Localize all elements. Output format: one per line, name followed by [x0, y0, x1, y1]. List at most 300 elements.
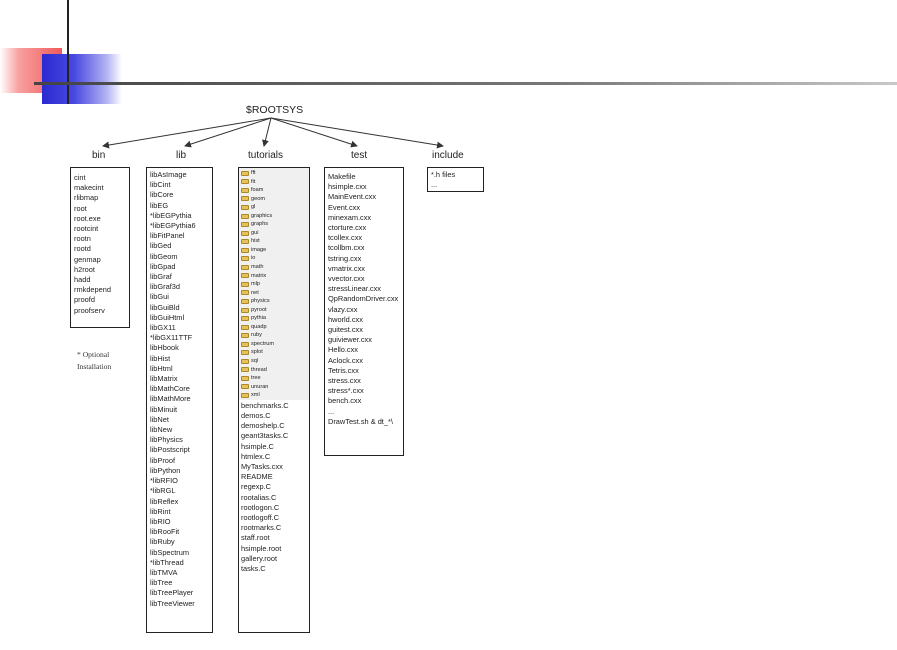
- lib-file-item: [150, 180, 212, 190]
- test-file-item-label: tcollbm.cxx: [328, 243, 365, 253]
- folder-icon: [241, 265, 249, 270]
- lib-file-item-label: libGeom: [150, 251, 178, 261]
- tutorials-file-item-label: staff.root: [241, 533, 270, 543]
- tutorials-file-item-label: demos.C: [241, 410, 271, 420]
- tutorials-file-item: [241, 533, 307, 543]
- test-file-item-label: Event.cxx: [328, 202, 361, 212]
- bin-file-item: [74, 265, 129, 275]
- bin-file-item-label: genmap: [74, 254, 101, 264]
- lib-file-item: [150, 323, 212, 333]
- lib-file-item-label: libProof: [150, 455, 176, 465]
- footnote-line: * Optional: [77, 350, 110, 359]
- tutorials-file-item: [241, 544, 307, 554]
- lib-file-item-label: libAsImage: [150, 170, 187, 179]
- tutorials-folder-item: [241, 246, 307, 255]
- lib-file-item-label: libEG: [150, 200, 169, 210]
- lib-file-item-label: libGuiBld: [150, 302, 180, 312]
- test-file-item: [328, 366, 403, 376]
- lib-file-item: [150, 415, 212, 425]
- test-file-item-label: ...: [328, 406, 335, 416]
- lib-file-item-label: libGpad: [150, 261, 176, 271]
- tutorials-file-item: [241, 442, 307, 452]
- test-file-item-label: guitest.cxx: [328, 325, 363, 335]
- test-file-item: [328, 243, 403, 253]
- lib-file-item-label: libFitPanel: [150, 231, 185, 241]
- folder-icon: [241, 256, 249, 261]
- folder-icon: [241, 384, 249, 389]
- test-file-item-label: ctorture.cxx: [328, 223, 367, 233]
- tutorials-file-item: [241, 523, 307, 533]
- bin-file-item-label: proofd: [74, 295, 95, 305]
- lib-file-item-label: libGraf: [150, 272, 172, 282]
- test-file-item-label: bench.cxx: [328, 396, 362, 406]
- bin-file-item: [74, 183, 129, 193]
- bin-file-item-label: rootn: [74, 234, 91, 244]
- test-file-item-label: stress.cxx: [328, 376, 361, 386]
- lib-file-item-label: *libEGPythia: [150, 210, 192, 220]
- tutorials-file-item: [241, 431, 307, 441]
- folder-icon: [241, 214, 249, 219]
- test-file-list: [328, 172, 403, 427]
- tutorials-file-item-label: rootmarks.C: [241, 523, 282, 533]
- test-file-item-label: Aclock.cxx: [328, 355, 363, 365]
- bin-file-item: [74, 224, 129, 234]
- tutorials-folder-item-label: quadp: [251, 323, 267, 330]
- tutorials-folder-item: [241, 212, 307, 221]
- test-box: [324, 167, 404, 456]
- include-box: [427, 167, 484, 192]
- tutorials-file-item: [241, 452, 307, 462]
- test-file-item-label: hworld.cxx: [328, 314, 363, 324]
- lib-file-list: [150, 170, 212, 609]
- lib-file-item-label: libTreePlayer: [150, 588, 194, 598]
- lib-file-item-label: libTree: [150, 578, 173, 588]
- tutorials-folder-item: [241, 383, 307, 392]
- lib-file-item-label: *libEGPythia6: [150, 221, 196, 231]
- test-file-item: [328, 407, 403, 417]
- tutorials-folder-item-label: physics: [251, 298, 270, 305]
- lib-file-item: [150, 527, 212, 537]
- folder-icon: [241, 282, 249, 287]
- folder-icon: [241, 299, 249, 304]
- lib-file-item: [150, 211, 212, 221]
- lib-file-item: [150, 588, 212, 598]
- lib-file-item: [150, 384, 212, 394]
- test-file-item: [328, 264, 403, 274]
- tutorials-folder-item: [241, 178, 307, 187]
- dir-label-include: include: [432, 150, 464, 161]
- bin-file-item: [74, 306, 129, 316]
- lib-file-item-label: libHtml: [150, 363, 173, 373]
- tutorials-folder-item: [241, 306, 307, 315]
- lib-file-item-label: libGuiHtml: [150, 312, 185, 322]
- lib-file-item-label: *libRFIO: [150, 476, 178, 486]
- bin-file-item-label: rmkdepend: [74, 285, 111, 295]
- bin-file-item-label: rootd: [74, 244, 91, 254]
- folder-icon: [241, 342, 249, 347]
- lib-file-item: [150, 292, 212, 302]
- folder-icon: [241, 179, 249, 184]
- lib-file-item: [150, 578, 212, 588]
- bin-file-item-label: makecint: [74, 183, 104, 193]
- lib-file-item: [150, 272, 212, 282]
- lib-file-item: [150, 456, 212, 466]
- dir-label-bin: bin: [92, 150, 106, 161]
- test-file-item: [328, 325, 403, 335]
- arrow-to-bin: [103, 118, 271, 146]
- lib-file-item: [150, 221, 212, 231]
- tutorials-file-item-label: rootlogoff.C: [241, 513, 280, 522]
- tutorials-file-item: [241, 482, 307, 492]
- arrow-to-lib: [185, 118, 271, 146]
- lib-file-item: [150, 537, 212, 547]
- test-file-item: [328, 386, 403, 396]
- lib-file-item: [150, 231, 212, 241]
- lib-file-item-label: libReflex: [150, 496, 179, 506]
- test-file-item: [328, 294, 403, 304]
- lib-file-item: [150, 486, 212, 496]
- folder-icon: [241, 333, 249, 338]
- tutorials-file-item-label: hsimple.root: [241, 543, 282, 553]
- test-file-item-label: vlazy.cxx: [328, 304, 358, 314]
- tutorials-folder-item-label: net: [251, 289, 259, 296]
- bin-file-item: [74, 234, 129, 244]
- bin-file-list: [74, 173, 129, 316]
- folder-icon: [241, 359, 249, 364]
- tutorials-file-item-label: rootalias.C: [241, 492, 277, 502]
- tutorials-file-item: [241, 493, 307, 503]
- tutorials-folder-item-label: foam: [251, 187, 264, 194]
- tutorials-folder-item: [241, 237, 307, 246]
- folder-icon: [241, 188, 249, 193]
- tutorials-file-item-label: hsimple.C: [241, 441, 274, 451]
- lib-file-item-label: libGed: [150, 241, 172, 251]
- tutorials-folder-item-label: gl: [251, 204, 256, 211]
- test-file-item-label: hsimple.cxx: [328, 182, 367, 192]
- tutorials-folder-item: [241, 314, 307, 323]
- bin-file-item-label: rlibmap: [74, 193, 99, 203]
- lib-file-item: [150, 374, 212, 384]
- tutorials-folder-item-label: thread: [251, 366, 267, 373]
- folder-icon: [241, 290, 249, 295]
- test-file-item-label: tcollex.cxx: [328, 233, 363, 243]
- lib-file-item: [150, 507, 212, 517]
- lib-file-item-label: libTreeViewer: [150, 598, 195, 608]
- tutorials-folder-item: [241, 169, 307, 178]
- lib-file-item: [150, 333, 212, 343]
- bin-file-item: [74, 173, 129, 183]
- lib-file-item: [150, 548, 212, 558]
- test-file-item-label: DrawTest.sh & dt_*\: [328, 416, 393, 426]
- folder-icon: [241, 231, 249, 236]
- test-file-item: [328, 192, 403, 202]
- tutorials-folder-item: [241, 331, 307, 340]
- tutorials-folder-item-label: sql: [251, 358, 259, 365]
- tutorials-folder-item: [241, 289, 307, 298]
- footnote-line: Installation: [77, 362, 112, 371]
- test-file-item: [328, 396, 403, 406]
- bin-file-item-label: hadd: [74, 275, 91, 285]
- tutorials-file-item-label: gallery.root: [241, 553, 278, 563]
- folder-icon: [241, 350, 249, 355]
- lib-file-item-label: libGraf3d: [150, 282, 180, 292]
- tutorials-folder-item-label: fft: [251, 170, 256, 176]
- tutorials-file-item: [241, 564, 307, 574]
- test-file-item: [328, 223, 403, 233]
- tutorials-file-item: [241, 472, 307, 482]
- tutorials-file-item: [241, 554, 307, 564]
- lib-file-item: [150, 476, 212, 486]
- test-file-item: [328, 172, 403, 182]
- lib-file-item: [150, 599, 212, 609]
- lib-file-item-label: libPostscript: [150, 445, 190, 455]
- tutorials-file-item-label: demoshelp.C: [241, 421, 285, 431]
- test-file-item: [328, 284, 403, 294]
- lib-file-item-label: libCint: [150, 180, 171, 190]
- bin-file-item-label: h2root: [74, 264, 95, 274]
- tutorials-box: [238, 167, 310, 633]
- lib-file-item: [150, 405, 212, 415]
- tutorials-folder-item: [241, 186, 307, 195]
- test-file-item-label: QpRandomDriver.cxx: [328, 294, 399, 304]
- tutorials-folder-item: [241, 323, 307, 332]
- lib-file-item-label: libGui: [150, 292, 169, 302]
- lib-file-item-label: libNew: [150, 425, 173, 435]
- test-file-item-label: minexam.cxx: [328, 212, 372, 222]
- tutorials-file-item-label: MyTasks.cxx: [241, 461, 283, 471]
- tutorials-file-item: [241, 401, 307, 411]
- lib-file-item: [150, 517, 212, 527]
- tutorials-folder-item: [241, 366, 307, 375]
- tutorials-file-item-label: regexp.C: [241, 482, 271, 492]
- test-file-item-label: vvector.cxx: [328, 274, 365, 284]
- arrow-to-include: [271, 118, 443, 146]
- tutorials-folder-item-label: pyroot: [251, 306, 267, 313]
- tutorials-folder-item-label: graphics: [251, 212, 273, 219]
- tutorials-folder-item: [241, 357, 307, 366]
- lib-file-item: [150, 568, 212, 578]
- tutorials-folder-item: [241, 348, 307, 357]
- bin-file-item: [74, 275, 129, 285]
- tutorials-folder-item-label: io: [251, 255, 256, 262]
- tutorials-folder-item: [241, 374, 307, 383]
- folder-icon: [241, 222, 249, 227]
- lib-file-item: [150, 252, 212, 262]
- bin-file-item: [74, 193, 129, 203]
- arrow-to-tutorials: [264, 118, 271, 146]
- lib-file-item-label: libRIO: [150, 516, 171, 526]
- lib-file-item-label: libPython: [150, 465, 181, 475]
- test-file-item-label: Hello.cxx: [328, 345, 358, 355]
- include-file-item-label: ...: [431, 180, 438, 190]
- lib-file-item: [150, 558, 212, 568]
- lib-file-item: [150, 497, 212, 507]
- test-file-item: [328, 417, 403, 427]
- lib-file-item: [150, 201, 212, 211]
- tutorials-file-item: [241, 513, 307, 523]
- tutorials-folder-item-label: geom: [251, 195, 265, 202]
- bin-file-item-label: rootcint: [74, 224, 99, 234]
- root-label: $ROOTSYS: [246, 104, 304, 116]
- bin-file-item-label: root.exe: [74, 213, 101, 223]
- test-file-item-label: MainEvent.cxx: [328, 192, 377, 202]
- tutorials-folder-item: [241, 297, 307, 306]
- tutorials-folder-item-label: matrix: [251, 272, 267, 279]
- bin-file-item-label: root: [74, 203, 87, 213]
- include-file-item: [431, 170, 483, 180]
- folder-icon: [241, 367, 249, 372]
- include-file-item: [431, 180, 483, 190]
- lib-file-item-label: libRuby: [150, 537, 175, 547]
- test-file-item: [328, 182, 403, 192]
- tutorials-file-item-label: tasks.C: [241, 564, 266, 574]
- lib-file-item-label: libMatrix: [150, 374, 178, 384]
- tutorials-folder-item: [241, 391, 307, 400]
- tutorials-file-item: [241, 503, 307, 513]
- tutorials-file-item-label: README: [241, 472, 273, 482]
- test-file-item-label: tstring.cxx: [328, 253, 362, 263]
- lib-file-item-label: libCore: [150, 190, 174, 200]
- bin-file-item: [74, 204, 129, 214]
- tutorials-folder-item-label: xml: [251, 392, 260, 399]
- lib-file-item: [150, 354, 212, 364]
- lib-file-item: [150, 241, 212, 251]
- lib-file-item-label: libMathCore: [150, 384, 190, 394]
- bin-file-item: [74, 285, 129, 295]
- test-file-item: [328, 203, 403, 213]
- tutorials-file-item: [241, 462, 307, 472]
- lib-file-item-label: libHbook: [150, 343, 179, 353]
- lib-file-item: [150, 445, 212, 455]
- test-file-item: [328, 376, 403, 386]
- lib-file-item: [150, 170, 212, 180]
- folder-icon: [241, 376, 249, 381]
- folder-icon: [241, 171, 249, 176]
- tutorials-folder-item: [241, 195, 307, 204]
- tutorials-folder-item: [241, 229, 307, 238]
- lib-file-item-label: libHist: [150, 353, 171, 363]
- folder-icon: [241, 325, 249, 330]
- tutorials-folder-item-label: image: [251, 246, 267, 253]
- tutorials-file-item: [241, 421, 307, 431]
- dir-label-lib: lib: [176, 150, 187, 161]
- bin-file-item: [74, 295, 129, 305]
- tutorials-folder-item-label: pythia: [251, 315, 266, 322]
- optional-footnote: [77, 349, 111, 373]
- lib-file-item: [150, 190, 212, 200]
- tutorials-file-item-label: benchmarks.C: [241, 400, 289, 410]
- tutorials-folder-item-label: hist: [251, 238, 260, 245]
- dir-label-test: test: [351, 150, 368, 161]
- lib-file-item-label: libMinuit: [150, 404, 178, 414]
- folder-icon: [241, 308, 249, 313]
- tutorials-folder-item-label: gui: [251, 229, 259, 236]
- tutorials-folder-item-label: tree: [251, 375, 261, 382]
- test-file-item: [328, 213, 403, 223]
- tutorials-folder-item: [241, 220, 307, 229]
- lib-file-item: [150, 364, 212, 374]
- test-file-item-label: stress*.cxx: [328, 386, 364, 396]
- test-file-item: [328, 233, 403, 243]
- tutorials-folder-item: [241, 280, 307, 289]
- folder-icon: [241, 239, 249, 244]
- test-file-item-label: stressLinear.cxx: [328, 284, 381, 294]
- test-file-item: [328, 305, 403, 315]
- folder-icon: [241, 248, 249, 253]
- folder-icon: [241, 273, 249, 278]
- include-file-item-label: *.h files: [431, 170, 456, 179]
- lib-file-item-label: libRooFit: [150, 527, 180, 537]
- lib-file-item: [150, 313, 212, 323]
- tutorials-folder-item-label: math: [251, 264, 264, 271]
- arrow-to-test: [271, 118, 357, 146]
- tutorials-folder-item-label: mlp: [251, 281, 261, 288]
- lib-file-item-label: *libRGL: [150, 486, 176, 496]
- test-file-item: [328, 335, 403, 345]
- bin-file-item: [74, 255, 129, 265]
- lib-file-item: [150, 303, 212, 313]
- test-file-item: [328, 254, 403, 264]
- tutorials-folder-item-label: unuran: [251, 383, 269, 390]
- test-file-item-label: Makefile: [328, 172, 356, 181]
- tutorials-file-item-label: htmlex.C: [241, 451, 271, 461]
- folder-icon: [241, 205, 249, 210]
- test-file-item: [328, 356, 403, 366]
- lib-file-item: [150, 425, 212, 435]
- test-file-item: [328, 315, 403, 325]
- lib-file-item: [150, 282, 212, 292]
- tutorials-file-item-label: geant3tasks.C: [241, 431, 289, 441]
- bin-box: [70, 167, 130, 328]
- lib-file-item: [150, 262, 212, 272]
- tutorials-folder-item: [241, 272, 307, 281]
- test-file-item: [328, 345, 403, 355]
- tutorials-folder-item: [241, 254, 307, 263]
- lib-file-item-label: libTMVA: [150, 567, 178, 577]
- tutorials-folder-item-label: fit: [251, 178, 256, 185]
- lib-file-item: [150, 466, 212, 476]
- tutorials-folder-item-label: ruby: [251, 332, 262, 339]
- tutorials-file-list: [239, 400, 309, 575]
- lib-file-item: [150, 394, 212, 404]
- dir-label-tutorials: tutorials: [248, 150, 284, 161]
- folder-icon: [241, 196, 249, 201]
- lib-file-item-label: libPhysics: [150, 435, 183, 445]
- tutorials-folder-item-label: spectrum: [251, 340, 275, 347]
- lib-file-item-label: libNet: [150, 414, 169, 424]
- lib-file-item-label: libGX11: [150, 323, 176, 333]
- test-file-item-label: guiviewer.cxx: [328, 335, 372, 345]
- lib-file-item: [150, 435, 212, 445]
- bin-file-item: [74, 214, 129, 224]
- bin-file-item-label: cint: [74, 173, 86, 182]
- tutorials-file-item: [241, 411, 307, 421]
- tutorials-folder-item: [241, 340, 307, 349]
- lib-file-item-label: libRint: [150, 506, 171, 516]
- tutorials-folder-item-label: splot: [251, 349, 263, 356]
- include-file-list: [431, 170, 483, 190]
- lib-file-item-label: libMathMore: [150, 394, 191, 404]
- lib-box: [146, 167, 213, 633]
- bin-file-item-label: proofserv: [74, 305, 105, 315]
- tutorials-folder-item-label: graphs: [251, 221, 269, 228]
- lib-file-item: [150, 343, 212, 353]
- folder-icon: [241, 316, 249, 321]
- tutorials-folder-item: [241, 263, 307, 272]
- tutorials-folder-list: [239, 168, 309, 400]
- test-file-item-label: Tetris.cxx: [328, 365, 359, 375]
- test-file-item: [328, 274, 403, 284]
